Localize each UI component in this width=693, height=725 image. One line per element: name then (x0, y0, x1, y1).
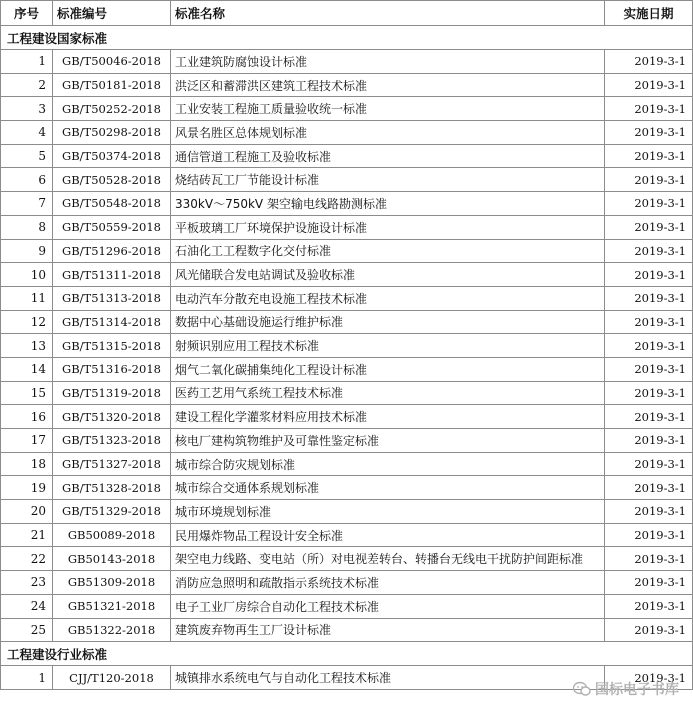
standard-name: 城镇排水系统电气与自动化工程技术标准 (171, 666, 605, 690)
implementation-date: 2019-3-1 (605, 286, 693, 310)
standard-name: 消防应急照明和疏散指示系统技术标准 (171, 571, 605, 595)
implementation-date: 2019-3-1 (605, 381, 693, 405)
standard-code: GB/T51320-2018 (53, 405, 171, 429)
standard-name: 石油化工工程数字化交付标准 (171, 239, 605, 263)
table-row (1, 500, 693, 524)
standard-name: 风景名胜区总体规划标准 (171, 121, 605, 145)
section-title: 工程建设国家标准 (1, 26, 693, 50)
table-row (1, 286, 693, 310)
header-code: 标准编号 (53, 1, 171, 26)
table-row (1, 168, 693, 192)
row-number: 20 (1, 500, 53, 524)
header-no: 序号 (1, 1, 53, 26)
table-row (1, 334, 693, 358)
row-number: 5 (1, 144, 53, 168)
table-row (1, 452, 693, 476)
row-number: 18 (1, 452, 53, 476)
standard-name: 工业建筑防腐蚀设计标准 (171, 50, 605, 74)
row-number: 9 (1, 239, 53, 263)
implementation-date: 2019-3-1 (605, 192, 693, 216)
table-row (1, 144, 693, 168)
standard-name: 射频识别应用工程技术标准 (171, 334, 605, 358)
table-row (1, 310, 693, 334)
table-row (1, 666, 693, 690)
implementation-date: 2019-3-1 (605, 666, 693, 690)
implementation-date: 2019-3-1 (605, 452, 693, 476)
standard-code: GB/T50374-2018 (53, 144, 171, 168)
section-header-row (1, 642, 693, 666)
implementation-date: 2019-3-1 (605, 121, 693, 145)
standard-code: GB/T50181-2018 (53, 73, 171, 97)
row-number: 25 (1, 618, 53, 642)
row-number: 11 (1, 286, 53, 310)
table-row (1, 357, 693, 381)
table-row (1, 73, 693, 97)
table-row (1, 121, 693, 145)
standard-name: 通信管道工程施工及验收标准 (171, 144, 605, 168)
implementation-date: 2019-3-1 (605, 429, 693, 453)
table-header-row (1, 1, 693, 26)
standard-code: GB/T51316-2018 (53, 357, 171, 381)
row-number: 3 (1, 97, 53, 121)
implementation-date: 2019-3-1 (605, 571, 693, 595)
implementation-date: 2019-3-1 (605, 594, 693, 618)
standard-code: GB51321-2018 (53, 594, 171, 618)
row-number: 16 (1, 405, 53, 429)
standard-code: GB/T51296-2018 (53, 239, 171, 263)
standard-code: GB50089-2018 (53, 523, 171, 547)
standard-code: GB/T51319-2018 (53, 381, 171, 405)
row-number: 24 (1, 594, 53, 618)
standard-code: GB/T51329-2018 (53, 500, 171, 524)
implementation-date: 2019-3-1 (605, 168, 693, 192)
standard-name: 建筑废弃物再生工厂设计标准 (171, 618, 605, 642)
row-number: 17 (1, 429, 53, 453)
row-number: 8 (1, 215, 53, 239)
standard-name: 核电厂建构筑物维护及可靠性鉴定标准 (171, 429, 605, 453)
header-name: 标准名称 (171, 1, 605, 26)
standard-code: GB51309-2018 (53, 571, 171, 595)
standard-name: 风光储联合发电站调试及验收标准 (171, 263, 605, 287)
row-number: 14 (1, 357, 53, 381)
table-row (1, 523, 693, 547)
standard-code: GB/T51313-2018 (53, 286, 171, 310)
row-number: 15 (1, 381, 53, 405)
standard-code: CJJ/T120-2018 (53, 666, 171, 690)
implementation-date: 2019-3-1 (605, 357, 693, 381)
watermark-text: 国标电子书库 (595, 682, 679, 698)
standard-name: 电动汽车分散充电设施工程技术标准 (171, 286, 605, 310)
standard-name: 建设工程化学灌浆材料应用技术标准 (171, 405, 605, 429)
implementation-date: 2019-3-1 (605, 144, 693, 168)
section-header-row (1, 26, 693, 50)
row-number: 6 (1, 168, 53, 192)
standard-name: 数据中心基础设施运行维护标准 (171, 310, 605, 334)
row-number: 10 (1, 263, 53, 287)
standard-code: GB/T50252-2018 (53, 97, 171, 121)
implementation-date: 2019-3-1 (605, 405, 693, 429)
table-row (1, 476, 693, 500)
table-row (1, 405, 693, 429)
implementation-date: 2019-3-1 (605, 476, 693, 500)
standard-code: GB50143-2018 (53, 547, 171, 571)
table-row (1, 381, 693, 405)
standard-code: GB/T51311-2018 (53, 263, 171, 287)
standard-code: GB/T50559-2018 (53, 215, 171, 239)
section-title: 工程建设行业标准 (1, 642, 693, 666)
standard-name: 城市综合防灾规划标准 (171, 452, 605, 476)
standard-code: GB/T50298-2018 (53, 121, 171, 145)
standard-name: 民用爆炸物品工程设计安全标准 (171, 523, 605, 547)
implementation-date: 2019-3-1 (605, 547, 693, 571)
standard-code: GB51322-2018 (53, 618, 171, 642)
standard-code: GB/T50528-2018 (53, 168, 171, 192)
table-row (1, 215, 693, 239)
standard-name: 工业安装工程施工质量验收统一标准 (171, 97, 605, 121)
row-number: 19 (1, 476, 53, 500)
standard-name: 城市综合交通体系规划标准 (171, 476, 605, 500)
table-row (1, 594, 693, 618)
standard-code: GB/T51327-2018 (53, 452, 171, 476)
row-number: 12 (1, 310, 53, 334)
table-row (1, 429, 693, 453)
row-number: 22 (1, 547, 53, 571)
standard-code: GB/T51323-2018 (53, 429, 171, 453)
row-number: 21 (1, 523, 53, 547)
standard-name: 医药工艺用气系统工程技术标准 (171, 381, 605, 405)
row-number: 2 (1, 73, 53, 97)
standard-code: GB/T50548-2018 (53, 192, 171, 216)
standard-name: 平板玻璃工厂环境保护设施设计标准 (171, 215, 605, 239)
implementation-date: 2019-3-1 (605, 310, 693, 334)
implementation-date: 2019-3-1 (605, 334, 693, 358)
row-number: 13 (1, 334, 53, 358)
table-row (1, 50, 693, 74)
standard-name: 烟气二氧化碳捕集纯化工程设计标准 (171, 357, 605, 381)
implementation-date: 2019-3-1 (605, 97, 693, 121)
standard-code: GB/T51328-2018 (53, 476, 171, 500)
standard-name: 架空电力线路、变电站（所）对电视差转台、转播台无线电干扰防护间距标准 (171, 547, 605, 571)
implementation-date: 2019-3-1 (605, 239, 693, 263)
table-row (1, 263, 693, 287)
table-row (1, 571, 693, 595)
standard-name: 330kV～750kV 架空输电线路勘测标准 (171, 192, 605, 216)
row-number: 1 (1, 50, 53, 74)
table-row (1, 192, 693, 216)
implementation-date: 2019-3-1 (605, 263, 693, 287)
implementation-date: 2019-3-1 (605, 73, 693, 97)
standard-code: GB/T51314-2018 (53, 310, 171, 334)
standard-name: 洪泛区和蓄滞洪区建筑工程技术标准 (171, 73, 605, 97)
row-number: 7 (1, 192, 53, 216)
implementation-date: 2019-3-1 (605, 50, 693, 74)
implementation-date: 2019-3-1 (605, 500, 693, 524)
table-row (1, 239, 693, 263)
standard-code: GB/T51315-2018 (53, 334, 171, 358)
row-number: 4 (1, 121, 53, 145)
standard-name: 烧结砖瓦工厂节能设计标准 (171, 168, 605, 192)
table-body (1, 26, 693, 690)
standard-name: 城市环境规划标准 (171, 500, 605, 524)
row-number: 23 (1, 571, 53, 595)
table-row (1, 547, 693, 571)
row-number: 1 (1, 666, 53, 690)
standard-code: GB/T50046-2018 (53, 50, 171, 74)
implementation-date: 2019-3-1 (605, 523, 693, 547)
implementation-date: 2019-3-1 (605, 215, 693, 239)
implementation-date: 2019-3-1 (605, 618, 693, 642)
table-row (1, 97, 693, 121)
table-row (1, 618, 693, 642)
standard-name: 电子工业厂房综合自动化工程技术标准 (171, 594, 605, 618)
header-date: 实施日期 (605, 1, 693, 26)
